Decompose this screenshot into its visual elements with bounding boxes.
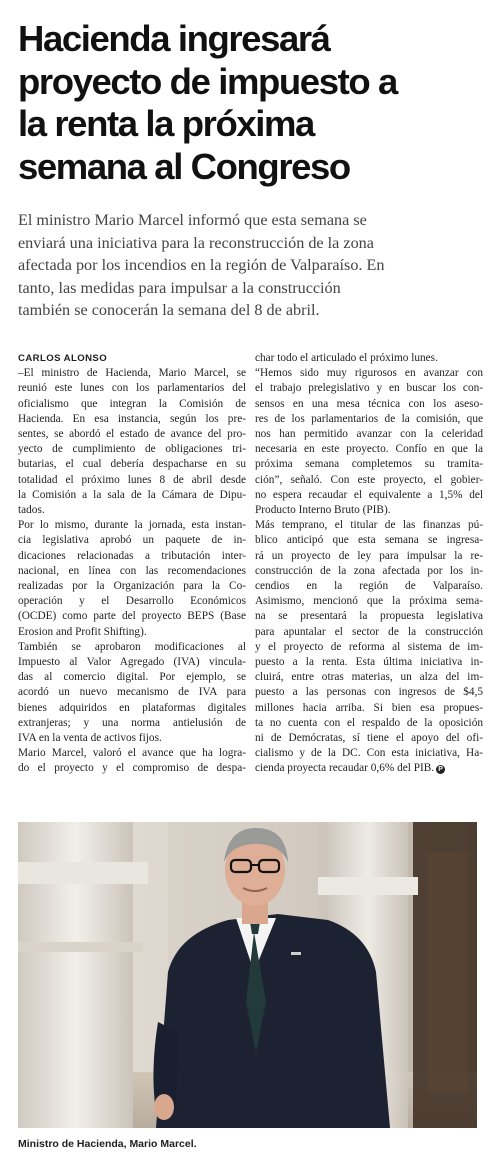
lede-line: El ministro Mario Marcel informó que esta semana se [18, 211, 367, 229]
body-line: ta no cuenta con el respaldo de la oposición [255, 716, 483, 729]
body-line: Por lo mismo, durante la jornada, esta instan- [18, 519, 246, 532]
body-line: bienes adquiridos en plataformas digitales [18, 701, 246, 714]
body-line: construcción de la zona afectada por los in- [255, 564, 483, 577]
body-line: –El ministro de Hacienda, Mario Marcel, se [18, 367, 246, 380]
body-line: la Comisión a la sala de la Cámara de Dipu- [18, 488, 246, 501]
body-line: próxima semana completemos su tramita- [255, 458, 483, 471]
body-line: cendios en la región de Valparaíso. [255, 580, 483, 593]
body-line: Impuesto al Valor Agregado (IVA) vincula- [18, 656, 246, 669]
lede-paragraph [18, 209, 480, 322]
body-line: Mario Marcel, valoró el avance que ha logra- [18, 747, 246, 760]
headline-line: semana al Congreso [18, 145, 350, 187]
body-line: Asimismo, mencionó que la próxima sema- [255, 595, 483, 608]
body-line: Hacienda. En esa instancia, según los pre- [18, 412, 246, 425]
body-line: millones hacia arriba. Si bien esa propues- [255, 701, 483, 714]
body-line: cialismo y de la DC. Con esta iniciativa, Ha- [255, 747, 483, 760]
body-line: Producto Interno Bruto (PIB). [255, 504, 391, 517]
body-line: yecto de cumplimiento de obligaciones tri- [18, 443, 246, 456]
body-column-left [18, 351, 246, 777]
headline [18, 18, 478, 188]
body-line: no espera recaudar el equivalente a 1,5% del [255, 488, 483, 501]
lede-line: enviará una iniciativa para la reconstrucción de la zona [18, 233, 374, 252]
body-line: blico anticipó que esta semana se ingresa- [255, 534, 483, 547]
body-line: rá un proyecto de ley para impulsar la re- [255, 549, 483, 562]
body-line: realizadas por la Organización para la Co- [18, 580, 246, 593]
body-line: acordó un nuevo mecanismo de IVA para [18, 686, 246, 699]
body-line: para apuntalar el sector de la construcción [255, 625, 483, 638]
end-of-article-icon: P [436, 765, 445, 774]
body-line: totalidad el próximo lunes 8 de abril desde [18, 473, 246, 486]
lede-line: también se conocerán la semana del 8 de abril. [18, 301, 320, 319]
headline-line: la renta la próxima [18, 103, 314, 144]
body-line: na se presentará la propuesta legislativa [255, 610, 483, 623]
body-line: puesto a la renta. Esta última iniciativa in- [255, 656, 483, 669]
headline-line: proyecto de impuesto a [18, 60, 397, 102]
body-line: nos han permitido avanzar con la celeridad [255, 428, 483, 441]
body-line: do el proyecto y el compromiso de despa- [18, 762, 246, 775]
body-line: (OCDE) como parte del proyecto BEPS (Base [18, 610, 246, 623]
body-line: sentes, se abordó el estado de avance del pro- [18, 428, 246, 441]
body-column-right [255, 351, 483, 777]
headline-line: Hacienda ingresará [18, 18, 330, 59]
body-line: char todo el articulado el próximo lunes. [255, 352, 438, 364]
body-line: reunió este lunes con los parlamentarios del [18, 382, 246, 395]
body-line: el trabajo prelegislativo y en buscar los con- [255, 382, 483, 395]
body-line: tados. [18, 504, 45, 517]
body-line: También se aprobaron modificaciones al [18, 640, 246, 653]
photo-illustration [18, 822, 477, 1128]
body-line: Erosion and Profit Shifting). [18, 625, 147, 638]
body-line: das al comercio digital. Por ejemplo, se [18, 671, 246, 684]
body-line: operación y el Desarrollo Económicos [18, 595, 246, 608]
lede-line: tanto, las medidas para impulsar a la construcción [18, 278, 341, 297]
photo-caption: Ministro de Hacienda, Mario Marcel. [18, 1138, 197, 1150]
body-line: oficialismo que integran la Comisión de [18, 397, 246, 410]
body-line: IVA en la venta de activos fijos. [18, 732, 162, 745]
body-line: extranjeras; y una norma antielusión de [18, 716, 246, 729]
body-line: Más temprano, el titular de las finanzas pú- [255, 519, 483, 532]
body-line: res de los parlamentarios de la comisión, que [255, 412, 483, 425]
byline: CARLOS ALONSO [18, 353, 108, 364]
body-line: cia legislativa aprobó un paquete de in- [18, 534, 246, 547]
body-line: ni de Demócratas, sí tiene el apoyo del ofi- [255, 732, 483, 745]
body-line: nacional, en línea con las recomendaciones [18, 564, 246, 577]
lede-line: afectada por los incendios en la región de Valparaíso. En [18, 256, 385, 274]
minister-photo [18, 822, 477, 1128]
body-line: dicaciones relacionadas a tributación inter- [18, 549, 246, 562]
body-line: ción”, señaló. Con este proyecto, el gobier- [255, 473, 483, 486]
body-line: puesto a las personas con ingresos de $4,5 [255, 686, 483, 699]
body-line: butarias, el cual debería despacharse en su [18, 458, 246, 471]
body-line: cluirá, entre otras materias, un alza del im- [255, 671, 483, 684]
body-line: necesaria en este proyecto. Confío en que la [255, 443, 483, 456]
body-line: sensos en una mesa técnica con los aseso- [255, 397, 483, 410]
body-line-text: cienda proyecta recaudar 0,6% del PIB. [255, 762, 435, 775]
body-line-last [255, 761, 483, 776]
body-line: y el proyecto de reforma al sistema de im- [255, 640, 483, 653]
body-line: “Hemos sido muy rigurosos en avanzar con [255, 367, 483, 380]
